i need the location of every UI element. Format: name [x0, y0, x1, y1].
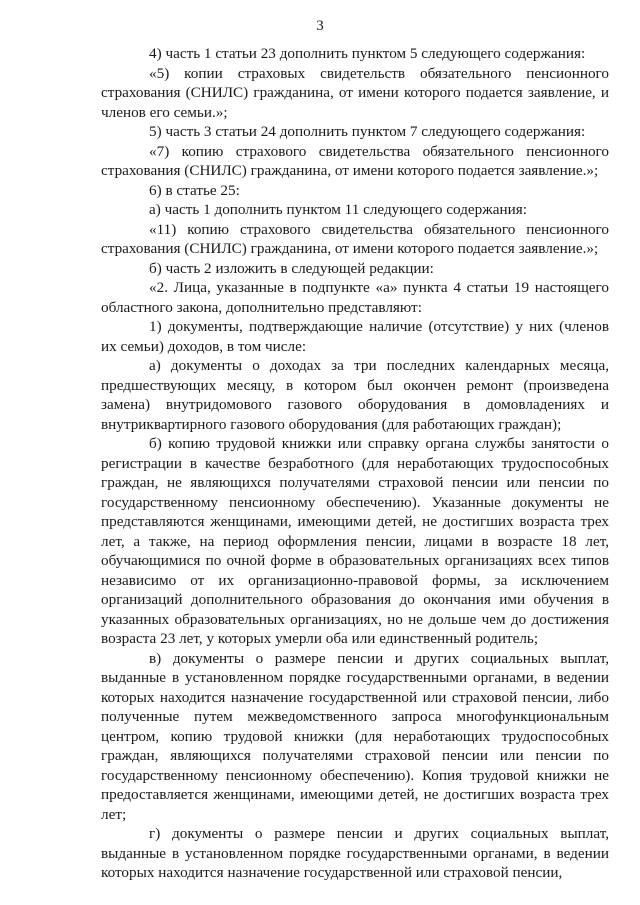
paragraph-item-4: 4) часть 1 статьи 23 дополнить пунктом 5 следующего содержания: [149, 45, 586, 62]
paragraph-quote-2: «2. Лица, указанные в подпункте «а» пункта 4 статьи 19 настоящего областного закона, дополнительно представляют: [101, 279, 609, 316]
paragraph-point-g: г) документы о размере пенсии и других социальных выплат, выданные в установленном порядке государственными органами, в ведении которых находится назначение государственной или страховой пенсии, [101, 825, 609, 881]
paragraph-subitem-a: а) часть 1 дополнить пунктом 11 следующего содержания: [149, 201, 527, 218]
paragraph-quote-7: «7) копию страхового свидетельства обязательного пенсионного страхования (СНИЛС) гражданина, от имени которого подается заявление.»; [101, 142, 609, 179]
paragraph-point-a: а) документы о доходах за три последних календарных месяца, предшествующих месяцу, в котором был окончен ремонт (произведена замена) внутридомового газового оборудования в домовладениях и внутриквартирного газового оборудования (для работающих граждан); [101, 357, 609, 433]
paragraph-point-b: б) копию трудовой книжки или справку органа службы занятости о регистрации в качестве безработного (для неработающих трудоспособных граждан, не являющихся получателями страховой пенсии или пенсии по государственному пенсионному обеспечению). Указанные документы не представляются женщинами, имеющими детей, не достигших возраста трех лет, а также, на период оформления пенсии, лицами в возрасте 18 лет, обучающимися по очной форме в образовательных организациях всех типов независимо от их организационно-правовой формы, за исключением организаций дополнительного образования до окончания ими обучения в указанных образовательных организациях, но не дольше чем до достижения возраста 23 лет, у которых умерли оба или единственный родитель; [101, 435, 609, 647]
paragraph-quote-11: «11) копию страхового свидетельства обязательного пенсионного страхования (СНИЛС) гражданина, от имени которого подается заявление.»; [101, 220, 609, 257]
paragraph-point-v: в) документы о размере пенсии и других социальных выплат, выданные в установленном порядке государственными органами, в ведении которых находится назначение государственной или страховой пенсии, либо полученные путем межведомственного запроса многофункциональным центром, копию трудовой книжки (для неработающих трудоспособных граждан, являющихся получателями страховой пенсии или пенсии по государственному пенсионному обеспечению). Копия трудовой книжки не предоставляется женщинами, имеющими детей, не достигших возраста трех лет; [101, 649, 609, 823]
paragraph-quote-5: «5) копии страховых свидетельств обязательного пенсионного страхования (СНИЛС) гражданина, от имени которого подается заявление, и членов его семьи.»; [101, 64, 609, 121]
paragraph-item-5: 5) часть 3 статьи 24 дополнить пунктом 7 следующего содержания: [149, 123, 586, 140]
paragraph-point-1: 1) документы, подтверждающие наличие (отсутствие) у них (членов их семьи) доходов, в том числе: [101, 318, 609, 355]
paragraph-subitem-b: б) часть 2 изложить в следующей редакции: [149, 259, 434, 277]
paragraph-item-6: 6) в статье 25: [149, 181, 240, 199]
document-body [101, 44, 609, 883]
page-number: 3 [316, 18, 324, 34]
